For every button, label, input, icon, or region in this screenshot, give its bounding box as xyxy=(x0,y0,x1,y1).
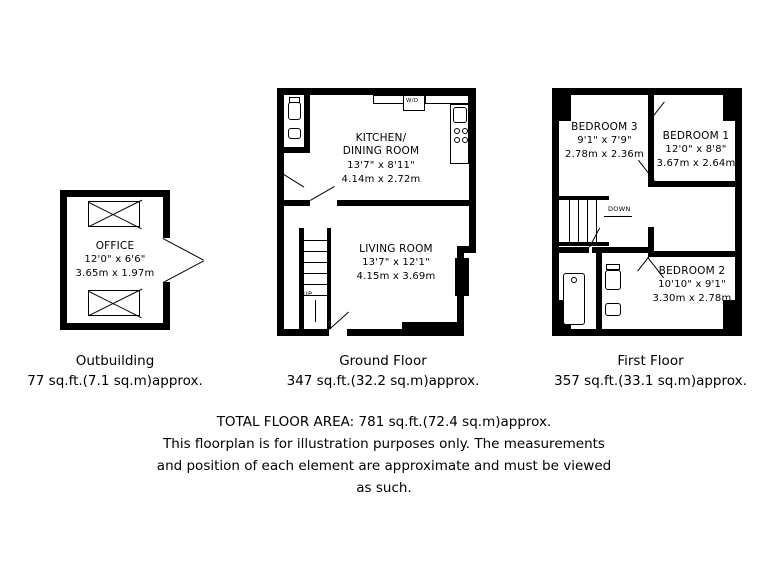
room-dim-metric-bedroom-1: 3.67m x 2.64m xyxy=(656,158,736,170)
room-name-living: LIVING ROOM xyxy=(359,243,433,255)
stair-wall-right xyxy=(327,228,331,329)
ff-stair-tread-1 xyxy=(569,200,570,242)
room-dim-metric-bedroom-2: 3.30m x 2.78m xyxy=(652,293,732,305)
room-label-living xyxy=(337,243,455,284)
ff-partition-bath-v xyxy=(596,253,602,330)
ff-partition-bed1-bottom xyxy=(654,181,735,187)
stair-tread-5 xyxy=(304,284,327,285)
caption-outbuilding xyxy=(0,352,230,391)
room-dim-metric-bedroom-3: 2.78m x 2.36m xyxy=(565,149,644,161)
stair-tread-4 xyxy=(304,273,327,274)
stair-down-label: DOWN xyxy=(608,205,631,213)
room-dim-metric-office: 3.65m x 1.97m xyxy=(75,268,155,280)
caption-first-floor xyxy=(533,352,768,391)
room-name-bedroom-2: BEDROOM 2 xyxy=(658,265,726,277)
stair-up-label: UP xyxy=(303,290,313,298)
room-name-bedroom-1: BEDROOM 1 xyxy=(662,130,730,142)
door-leaf-entry xyxy=(283,174,304,188)
wall-top xyxy=(60,190,170,197)
ff-wall-bottom xyxy=(552,329,742,336)
caption-area-outbuilding: 77 sq.ft.(7.1 sq.m)approx. xyxy=(27,372,203,389)
caption-area-ground-floor: 347 sq.ft.(32.2 sq.m)approx. xyxy=(286,372,480,389)
room-name-office: OFFICE xyxy=(95,240,135,252)
ff-wash-basin xyxy=(605,303,621,316)
wall-right-lower xyxy=(163,282,170,330)
wash-basin xyxy=(288,128,301,139)
toilet-cistern xyxy=(289,97,300,103)
room-label-bedroom-1 xyxy=(650,130,742,171)
stair-tread-3 xyxy=(304,262,327,263)
room-dim-imperial-living: 13'7" x 12'1" xyxy=(362,257,430,269)
washer-dryer-label: W/D xyxy=(406,98,419,104)
wall-bottom xyxy=(60,323,170,330)
plan-outbuilding xyxy=(60,190,170,330)
ff-stair-wall-bottom xyxy=(559,242,609,246)
caption-area-first-floor: 357 sq.ft.(33.1 sq.m)approx. xyxy=(554,372,747,389)
disclaimer-line-3: as such. xyxy=(356,479,412,496)
hob-ring-2 xyxy=(462,128,468,134)
hob-ring-3 xyxy=(454,137,460,143)
ff-stair-tread-3 xyxy=(587,200,588,242)
caption-ground-floor xyxy=(268,352,498,391)
room-label-kitchen xyxy=(325,132,437,186)
wall-right-upper xyxy=(163,190,170,238)
plan-first-floor xyxy=(552,88,742,336)
room-dim-metric-living: 4.15m x 3.69m xyxy=(356,271,436,283)
kitchen-counter-top-2 xyxy=(425,95,469,104)
room-dim-imperial-bedroom-1: 12'0" x 8'8" xyxy=(665,144,727,156)
ff-partition-bed2-top xyxy=(654,251,735,257)
hob-ring-4 xyxy=(462,137,468,143)
ff-stair-wall-top xyxy=(559,196,609,200)
toilet-bowl xyxy=(288,102,301,120)
caption-title-ground-floor: Ground Floor xyxy=(339,353,427,369)
room-dim-metric-kitchen: 4.14m x 2.72m xyxy=(341,173,421,185)
door-leaf-front xyxy=(329,312,349,330)
gf-wall-left-lower xyxy=(277,278,284,336)
room-label-bedroom-2 xyxy=(642,265,742,306)
gf-wall-right-upper xyxy=(469,88,476,246)
door-leaf-kitchen-hall xyxy=(310,186,335,201)
ff-stair-direction-line xyxy=(604,216,632,217)
kitchen-sink xyxy=(453,107,467,123)
stair-wall-left xyxy=(299,228,304,329)
gf-wall-top xyxy=(277,88,476,95)
plan-ground-floor xyxy=(277,88,476,336)
gf-solid-return-bottom xyxy=(402,322,457,330)
gf-wall-left-upper xyxy=(277,88,284,278)
total-floor-area: TOTAL FLOOR AREA: 781 sq.ft.(72.4 sq.m)approx. xyxy=(216,414,552,430)
room-name-kitchen-2: DINING ROOM xyxy=(342,145,420,158)
footer-disclaimer xyxy=(0,412,768,499)
room-dim-imperial-kitchen: 13'7" x 8'11" xyxy=(347,159,415,171)
bathtub-tap xyxy=(571,277,577,283)
disclaimer-line-2: and position of each element are approximate and must be viewed xyxy=(156,457,612,474)
stair-tread-1 xyxy=(304,240,327,241)
ff-solid-tr xyxy=(723,95,735,121)
disclaimer-line-1: This floorplan is for illustration purposes only. The measurements xyxy=(163,435,605,452)
gf-solid-return-right xyxy=(455,258,469,296)
ff-stair-tread-2 xyxy=(578,200,579,242)
room-name-kitchen: KITCHEN/ xyxy=(355,132,407,144)
gf-wc-partition-h xyxy=(284,147,310,153)
ff-partition-bath-top xyxy=(559,247,589,253)
gf-wall-bottom-right xyxy=(347,329,464,336)
gf-wc-partition-v xyxy=(304,95,310,153)
hob-ring-1 xyxy=(454,128,460,134)
ff-solid-tl2 xyxy=(552,95,571,104)
ff-toilet-bowl xyxy=(605,270,621,290)
room-dim-imperial-bedroom-2: 10'10" x 9'1" xyxy=(658,279,726,291)
stair-direction-line xyxy=(315,300,316,322)
ff-toilet-cistern xyxy=(606,264,620,270)
caption-title-first-floor: First Floor xyxy=(617,353,684,369)
room-dim-imperial-bedroom-3: 9'1" x 7'9" xyxy=(577,135,632,147)
room-name-bedroom-3: BEDROOM 3 xyxy=(571,121,638,133)
ff-wall-top xyxy=(552,88,742,95)
gf-partition-right xyxy=(337,200,469,206)
room-dim-imperial-office: 12'0" x 6'6" xyxy=(84,254,146,266)
stair-tread-2 xyxy=(304,251,327,252)
room-label-office xyxy=(55,240,175,281)
room-label-bedroom-3 xyxy=(557,121,652,162)
gf-wall-bottom-left xyxy=(277,329,329,336)
gf-partition-left xyxy=(284,200,310,206)
caption-title-outbuilding: Outbuilding xyxy=(75,353,155,369)
